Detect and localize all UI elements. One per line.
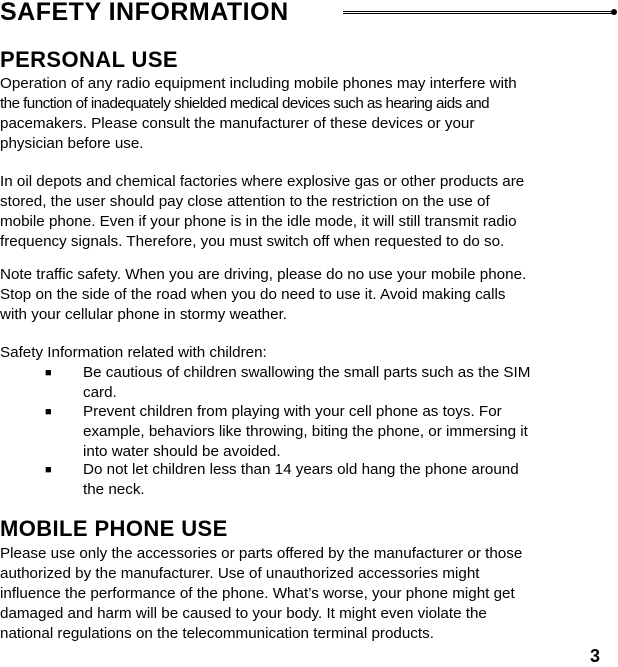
paragraph-line: frequency signals. Therefore, you must switch off when requested to do so.: [0, 233, 505, 250]
list-item-line: example, behaviors like throwing, biting the phone, or immersing it: [83, 423, 528, 440]
children-intro: [0, 343, 585, 363]
section-heading-mobile-phone-use: MOBILE PHONE USE: [0, 516, 228, 541]
paragraph-medical-devices: [0, 74, 585, 154]
page-number: 3: [590, 646, 601, 666]
list-item-text: [83, 460, 519, 500]
paragraph-line: pacemakers. Please consult the manufacturer of these devices or your: [0, 115, 475, 132]
paragraph-line: Operation of any radio equipment including mobile phones may interfere with: [0, 75, 517, 92]
rule-end-dot: [611, 9, 617, 15]
paragraph-line: In oil depots and chemical factories where explosive gas or other products are: [0, 173, 525, 190]
paragraph-line: authorized by the manufacturer. Use of unauthorized accessories might: [0, 565, 480, 582]
list-item-text: [83, 402, 528, 462]
paragraph-line: Safety Information related with children:: [0, 344, 267, 361]
paragraph-traffic-safety: [0, 265, 585, 325]
bullet-square-icon: ■: [45, 464, 52, 476]
title-rule: [343, 11, 612, 14]
list-item-line: Be cautious of children swallowing the small parts such as the SIM: [83, 364, 531, 381]
list-item-line: Prevent children from playing with your cell phone as toys. For: [83, 403, 502, 420]
paragraph-line: stored, the user should pay close attention to the restriction on the use of: [0, 193, 490, 210]
bullet-square-icon: ■: [45, 406, 52, 418]
paragraph-line: damaged and harm will be caused to your body. It might even violate the: [0, 605, 487, 622]
page-title: SAFETY INFORMATION: [0, 0, 289, 26]
section-heading-personal-use: PERSONAL USE: [0, 47, 178, 72]
paragraph-line: influence the performance of the phone. What’s worse, your phone might get: [0, 585, 515, 602]
paragraph-line: mobile phone. Even if your phone is in the idle mode, it will still transmit radio: [0, 213, 517, 230]
paragraph-line: Stop on the side of the road when you do need to use it. Avoid making calls: [0, 286, 506, 303]
page-header: [0, 0, 618, 30]
paragraph-line: physician before use.: [0, 135, 144, 152]
list-item-line: Do not let children less than 14 years old hang the phone around: [83, 461, 519, 478]
paragraph-explosive-areas: [0, 172, 585, 252]
paragraph-line: Note traffic safety. When you are driving, please do no use your mobile phone.: [0, 266, 527, 283]
paragraph-line: the function of inadequately shielded medical devices such as hearing aids and: [0, 95, 490, 112]
list-item-text: [83, 363, 530, 403]
paragraph-line: national regulations on the telecommunication terminal products.: [0, 625, 434, 642]
list-item-line: into water should be avoided.: [83, 443, 281, 460]
paragraph-line: with your cellular phone in stormy weather.: [0, 306, 288, 323]
bullet-square-icon: ■: [45, 367, 52, 379]
paragraph-accessories: [0, 544, 585, 644]
list-item-line: card.: [83, 384, 117, 401]
list-item-line: the neck.: [83, 481, 145, 498]
paragraph-line: Please use only the accessories or parts offered by the manufacturer or those: [0, 545, 523, 562]
